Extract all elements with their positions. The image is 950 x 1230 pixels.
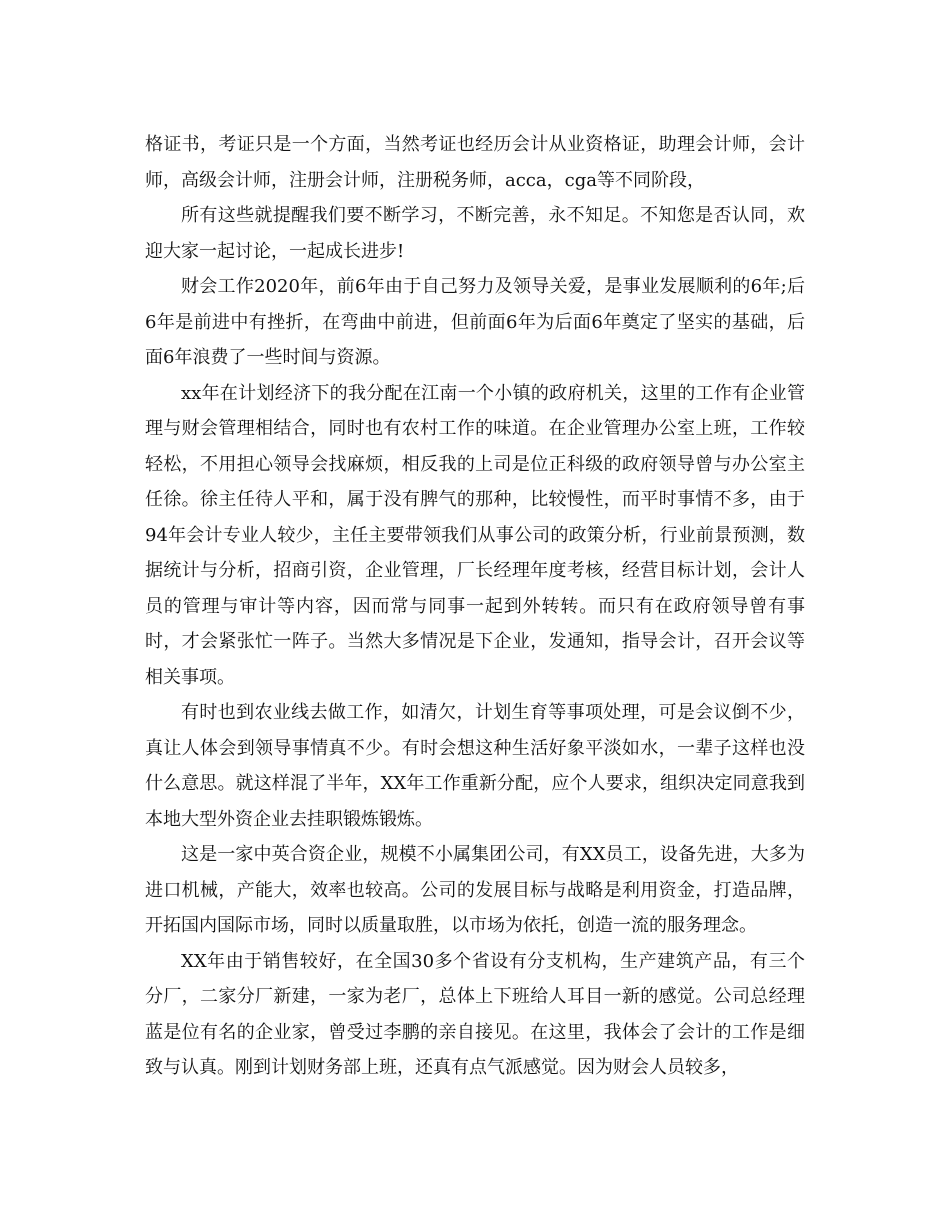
document-body bbox=[145, 127, 805, 1086]
paragraph-3: 财会工作2020年，前6年由于自己努力及领导关爱，是事业发展顺利的6年;后6年是前进中有挫折，在弯曲中前进，但前面6年为后面6年奠定了坚实的基础，后面6年浪费了一些时间与资源。 bbox=[145, 276, 805, 368]
paragraph-6: 这是一家中英合资企业，规模不小属集团公司，有XX员工，设备先进，大多为进口机械，产能大，效率也较高。公司的发展目标与战略是利用资金，打造品牌，开拓国内国际市场，同时以质量取胜，以市场为依托，创造一流的服务理念。 bbox=[145, 844, 805, 936]
paragraph-1: 格证书，考证只是一个方面，当然考证也经历会计从业资格证，助理会计师，会计师，高级会计师，注册会计师，注册税务师，acca，cga等不同阶段， bbox=[145, 134, 805, 191]
paragraph-4: xx年在计划经济下的我分配在江南一个小镇的政府机关，这里的工作有企业管理与财会管理相结合，同时也有农村工作的味道。在企业管理办公室上班，工作较轻松，不用担心领导会找麻烦，相反我的上司是位正科级的政府领导曾与办公室主任徐。徐主任待人平和，属于没有脾气的那种，比较慢性，而平时事情不多，由于94年会计专业人较少，主任主要带领我们从事公司的政策分析，行业前景预测，数据统计与分析，招商引资，企业管理，厂长经理年度考核，经营目标计划，会计人员的管理与审计等内容，因而常与同事一起到外转转。而只有在政府领导曾有事时，才会紧张忙一阵子。当然大多情况是下企业，发通知，指导会计，召开会议等相关事项。 bbox=[145, 382, 805, 688]
paragraph-2: 所有这些就提醒我们要不断学习，不断完善，永不知足。不知您是否认同，欢迎大家一起讨论，一起成长进步! bbox=[145, 205, 805, 262]
paragraph-7: XX年由于销售较好，在全国30多个省设有分支机构，生产建筑产品，有三个分厂，二家分厂新建，一家为老厂，总体上下班给人耳目一新的感觉。公司总经理蓝是位有名的企业家，曾受过李鹏的亲自接见。在这里，我体会了会计的工作是细致与认真。刚到计划财务部上班，还真有点气派感觉。因为财会人员较多， bbox=[145, 950, 805, 1078]
paragraph-5: 有时也到农业线去做工作，如清欠，计划生育等事项处理，可是会议倒不少，真让人体会到领导事情真不少。有时会想这种生活好象平淡如水，一辈子这样也没什么意思。就这样混了半年，XX年工作重新分配，应个人要求，组织决定同意我到本地大型外资企业去挂职锻炼锻炼。 bbox=[145, 702, 805, 830]
